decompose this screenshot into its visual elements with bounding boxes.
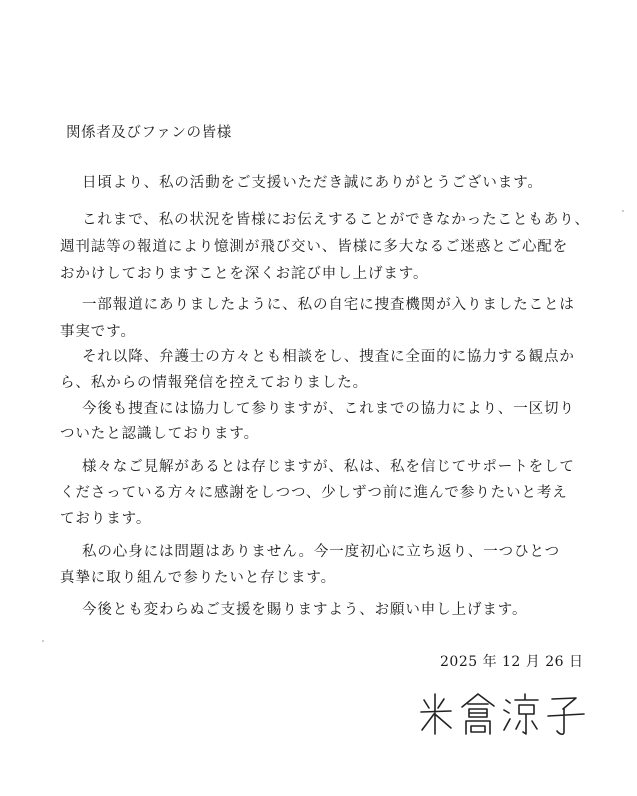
scan-speck <box>622 210 624 212</box>
handwritten-signature <box>418 690 598 740</box>
letter-line: 今後とも変わらぬご支援を賜りますよう、お願い申し上げます。 <box>82 602 528 618</box>
letter-line: 週刊誌等の報道により憶測が飛び交い、皆様に多大なるご迷惑とご心配を <box>60 239 569 255</box>
letter-line: ております。 <box>60 511 152 527</box>
letter-line: 真摯に取り組んで参りたいと存じます。 <box>60 570 337 586</box>
letter-line: それ以降、弁護士の方々とも相談をし、捜査に全面的に協力する観点か <box>82 349 575 365</box>
letter-line: 今後も捜査には協力して参りますが、これまでの協力により、一区切り <box>82 401 575 417</box>
letter-line: ついたと認識しております。 <box>60 426 260 442</box>
letter-line: これまで、私の状況を皆様にお伝えすることができなかったこともあり、 <box>82 212 590 228</box>
letter-date: 2025 年 12 月 26 日 <box>440 654 584 670</box>
letter-line: 事実です。 <box>60 324 136 340</box>
letter-line: おかけしておりますことを深くお詫び申し上げます。 <box>60 266 429 282</box>
salutation: 関係者及びファンの皆様 <box>66 125 232 141</box>
letter-line: 一部報道にありましたように、私の自宅に捜査機関が入りましたことは <box>82 297 575 313</box>
letter-line: ら、私からの情報発信を控えておりました。 <box>60 375 368 391</box>
scan-speck <box>42 640 44 642</box>
letter-line: 日頃より、私の活動をご支援いただき誠にありがとうございます。 <box>82 175 543 191</box>
letter-line: 私の心身には問題はありません。今一度初心に立ち返り、一つひとつ <box>82 544 560 560</box>
letter-line: くださっている方々に感謝をしつつ、少しずつ前に進んで参りたいと考え <box>60 485 568 501</box>
letter-line: 様々なご見解があるとは存じますが、私は、私を信じてサポートをして <box>82 459 575 475</box>
